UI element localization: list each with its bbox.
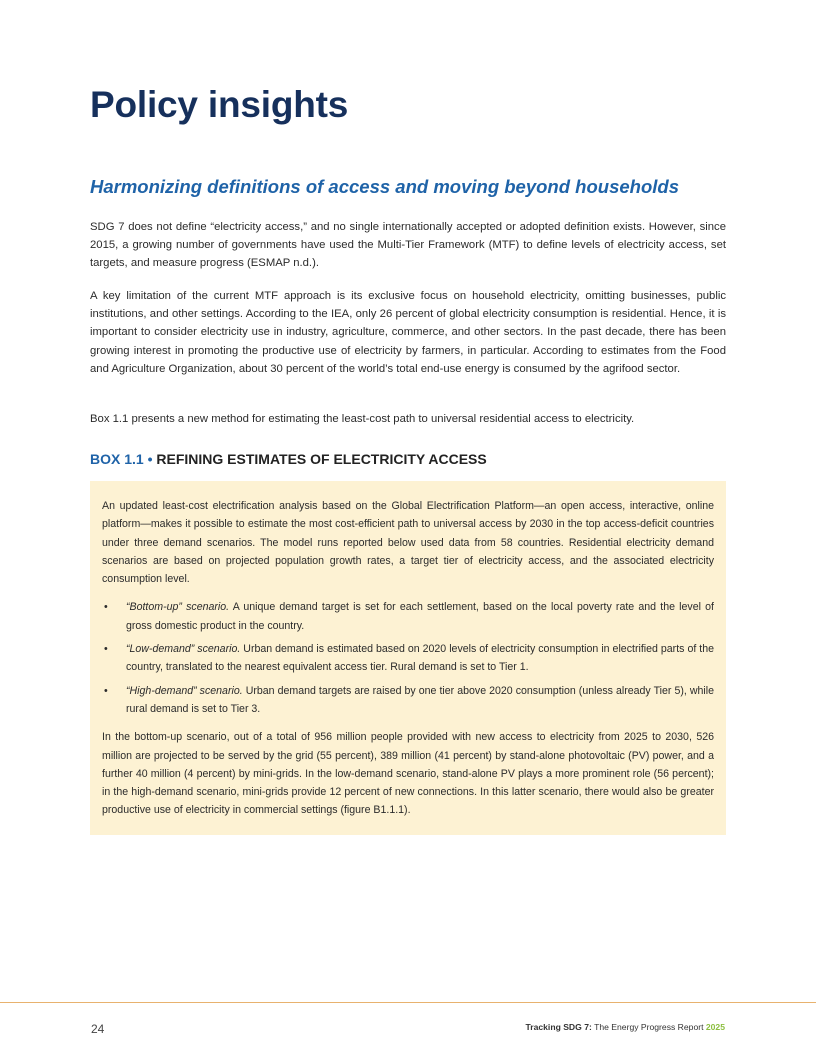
bullet-icon: • — [104, 643, 108, 656]
box-intro-paragraph: An updated least-cost electrification analysis based on the Global Electrification Platform—an open access, interactive, online platform—makes it possible to estimate the most cost-efficient path to universal access by 2030 in the top access-deficit countries under three demand scenarios. The model runs reported below used data from 58 countries. Residential electricity demand scenarios are based on projected population growth rates, a target tier of electricity access, and the associated electricity consumption level. — [102, 500, 714, 586]
scenario-list — [102, 598, 714, 718]
paragraph-mtf-limitation: A key limitation of the current MTF approach is its exclusive focus on household electricity, omitting businesses, public institutions, and other settings. According to the IEA, only 26 percent of global electricity consumption is residential. Hence, it is important to consider electricity use in industry, agriculture, commerce, and other sectors. In the past decade, there has been growing interest in promoting the productive use of electricity by farmers, in particular. According to estimates from the Food and Agriculture Organization, about 30 percent of the world’s total end-use energy is consumed by the agrifood sector. — [90, 290, 726, 375]
scenario-text: Urban demand targets are raised by one tier above 2020 consumption (unless already Tier 5), while rural demand is set to Tier 3. — [126, 684, 714, 715]
paragraph-box-intro: Box 1.1 presents a new method for estimating the least-cost path to universal residential access to electricity. — [90, 413, 635, 425]
scenario-label: “Low-demand” scenario. — [126, 643, 241, 656]
page-title: Policy insights — [90, 84, 349, 125]
scenario-text: Urban demand is estimated based on 2020 levels of electricity consumption in electrified parts of the country, translated to the nearest equivalent access tier. Rural demand is set to Tier 1. — [126, 643, 715, 674]
box-number: BOX 1.1 — [90, 451, 144, 467]
box-heading — [90, 451, 487, 467]
box-closing-paragraph: In the bottom-up scenario, out of a total of 956 million people provided with new access to electricity from 2025 to 2030, 526 million are projected to be served by the grid (55 percent), 389 million (41 percent) by stand-alone photovoltaic (PV) power, and a further 40 million (4 percent) by mini-grids. In the low-demand scenario, stand-alone PV plays a more prominent role (56 percent); in the high-demand scenario, mini-grids provide 12 percent of new connections. In this latter scenario, there would also be greater productive use of electricity in commercial settings (figure B1.1.1). — [102, 731, 714, 817]
report-year: 2025 — [705, 1022, 725, 1032]
scenario-text: A unique demand target is set for each settlement, based on the local poverty rate and the level of gross domestic product in the country. — [126, 601, 714, 632]
scenario-label: “Bottom-up” scenario. — [126, 601, 230, 614]
scenario-item-high-demand — [102, 682, 714, 719]
scenario-item-low-demand — [102, 640, 714, 677]
section-heading: Harmonizing definitions of access and moving beyond households — [90, 176, 679, 197]
bullet-icon: • — [104, 684, 108, 697]
box-callout — [90, 481, 726, 835]
scenario-item-bottom-up — [102, 598, 714, 635]
page-number: 24 — [91, 1022, 105, 1036]
report-subtitle: The Energy Progress Report — [591, 1022, 706, 1032]
scenario-label: “High-demand” scenario. — [126, 684, 243, 697]
box-separator: • — [147, 451, 153, 467]
report-name: Tracking SDG 7: — [525, 1022, 592, 1032]
bullet-icon: • — [104, 601, 108, 614]
paragraph-mtf-definition: SDG 7 does not define “electricity access,” and no single internationally accepted or adopted definition exists. However, since 2015, a growing number of governments have used the Multi-Tier Framework (MTF) to define levels of electricity access, set targets, and measure progress (ESMAP n.d.). — [90, 221, 726, 270]
report-footer-title — [525, 1022, 725, 1032]
box-title: REFINING ESTIMATES OF ELECTRICITY ACCESS — [156, 451, 487, 467]
footer-divider — [0, 1002, 816, 1003]
